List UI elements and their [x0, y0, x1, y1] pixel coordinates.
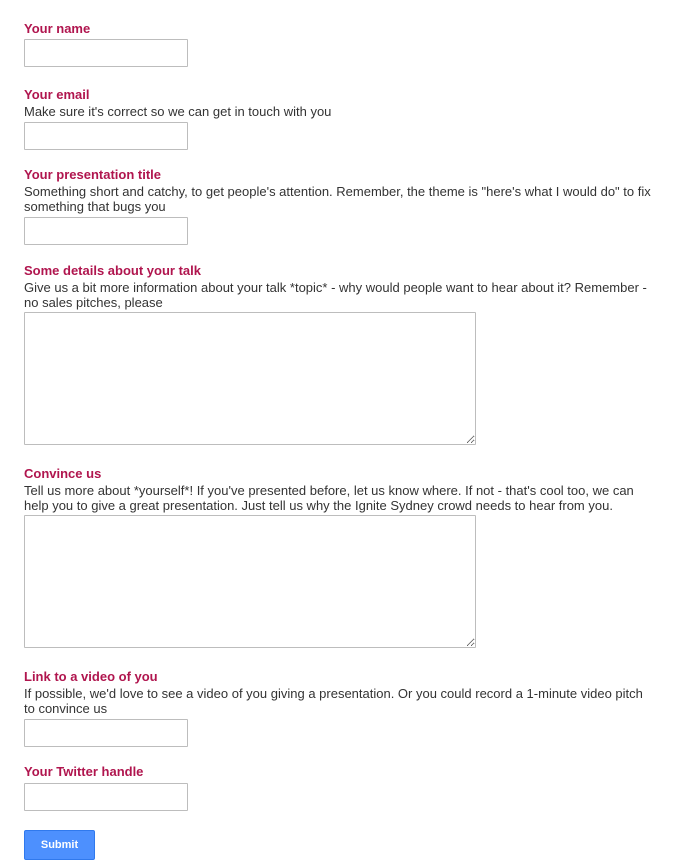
video-link-input[interactable] — [24, 719, 188, 747]
video-label: Link to a video of you — [24, 669, 158, 684]
email-input[interactable] — [24, 122, 188, 150]
convince-help-text: Tell us more about *yourself*! If you've presented before, let us know where. If not - that's cool too, we can help you to give a great presentation. Just tell us why the Ignite Sydney crowd needs to hear from you. — [24, 483, 634, 513]
title-field-group — [24, 167, 654, 245]
twitter-input[interactable] — [24, 783, 188, 811]
convince-label: Convince us — [24, 466, 102, 481]
name-field-group — [24, 21, 654, 67]
details-field-group — [24, 263, 654, 445]
name-input[interactable] — [24, 39, 188, 67]
title-label: Your presentation title — [24, 167, 161, 182]
details-textarea[interactable] — [24, 312, 476, 445]
details-help-text: Give us a bit more information about your talk *topic* - why would people want to hear about it? Remember - no sales pitches, please — [24, 280, 647, 310]
details-label: Some details about your talk — [24, 263, 201, 278]
email-help-text: Make sure it's correct so we can get in touch with you — [24, 104, 332, 119]
twitter-label: Your Twitter handle — [24, 764, 144, 779]
video-help-text: If possible, we'd love to see a video of you giving a presentation. Or you could record a 1-minute video pitch to convince us — [24, 686, 643, 716]
title-help-text: Something short and catchy, to get people's attention. Remember, the theme is "here's what I would do" to fix something that bugs you — [24, 184, 651, 214]
title-input[interactable] — [24, 217, 188, 245]
email-field-group — [24, 87, 654, 150]
submit-button[interactable]: Submit — [24, 830, 95, 860]
twitter-field-group — [24, 764, 654, 811]
convince-textarea[interactable] — [24, 515, 476, 648]
video-field-group — [24, 669, 654, 747]
email-label: Your email — [24, 87, 90, 102]
name-label: Your name — [24, 21, 91, 36]
convince-field-group — [24, 466, 654, 648]
